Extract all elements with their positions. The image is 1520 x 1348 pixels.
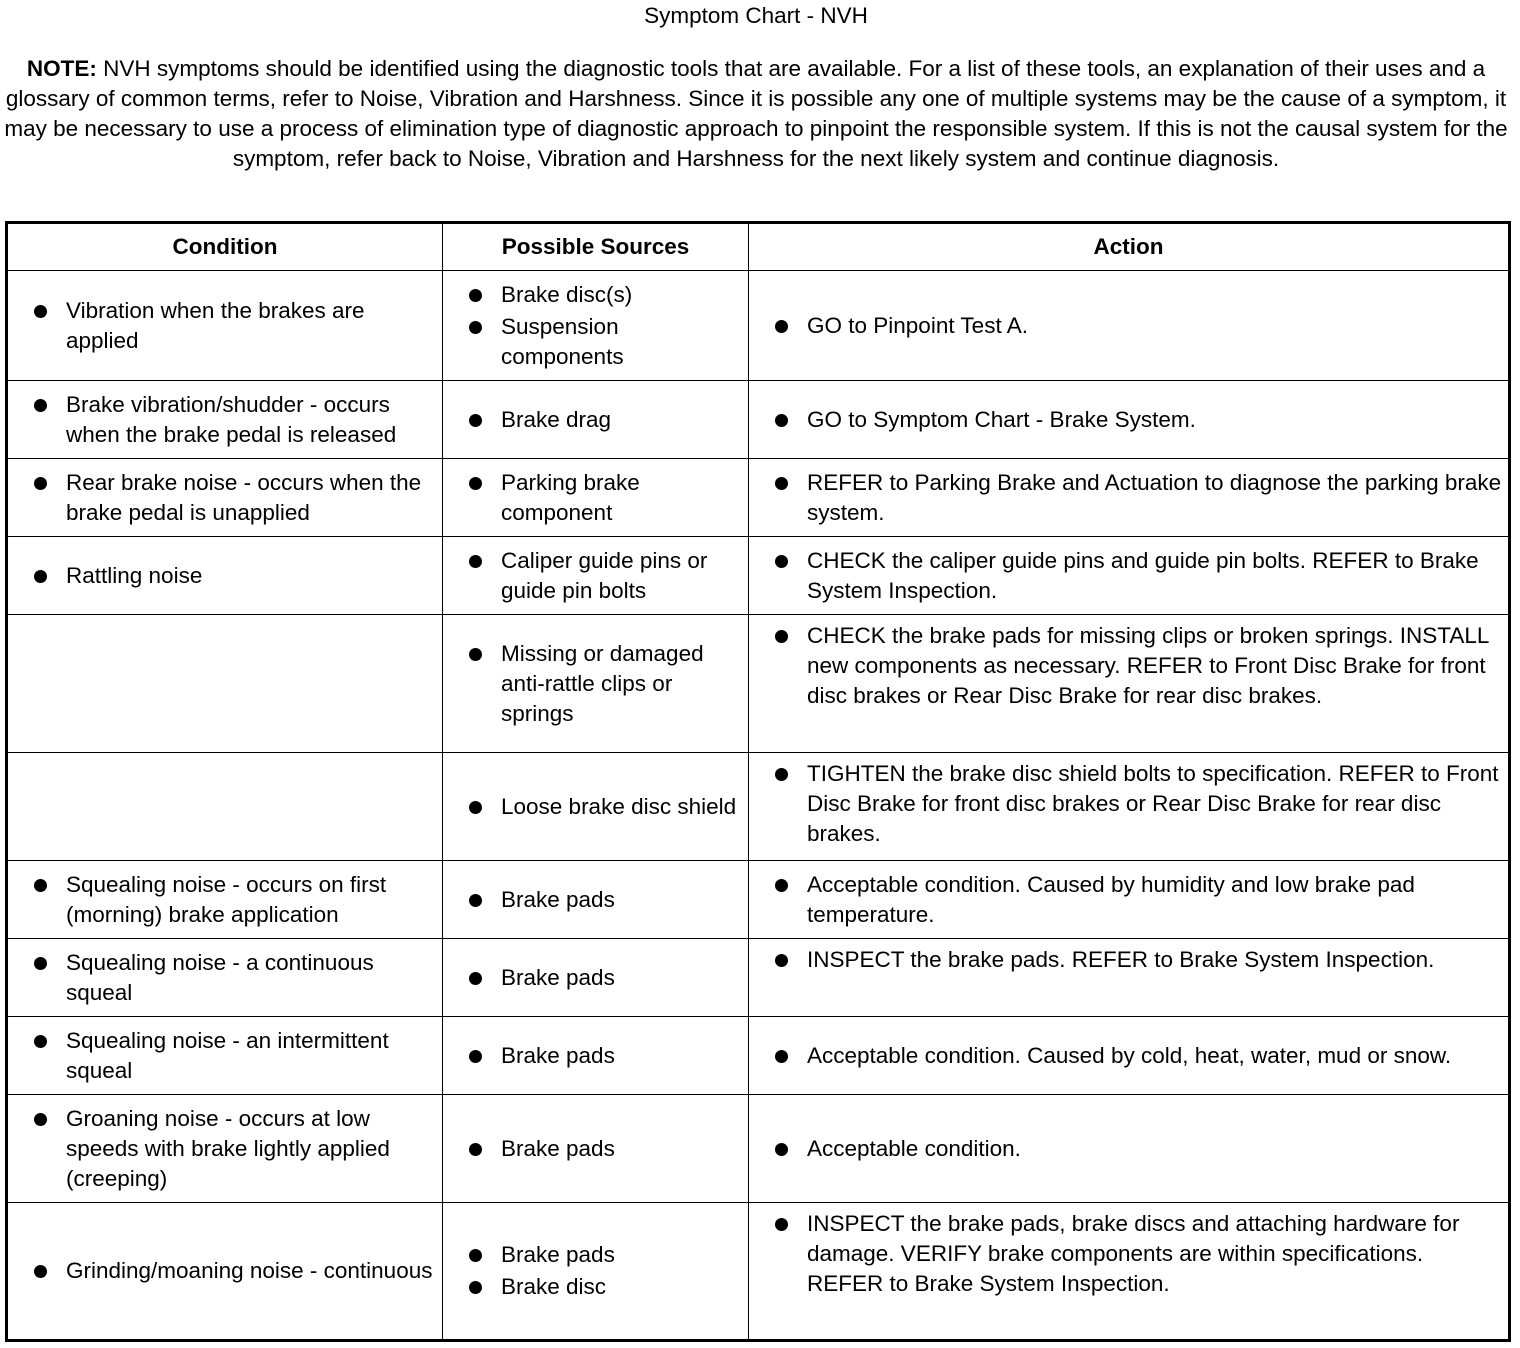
condition-list (26, 948, 438, 1008)
action-list (767, 1041, 1504, 1071)
table-row (7, 381, 1510, 459)
source-list (461, 1041, 744, 1071)
source-list (461, 280, 744, 372)
source-cell (443, 1095, 749, 1203)
condition-item: Squealing noise - a continuous squeal (26, 948, 438, 1008)
action-cell (749, 939, 1510, 1017)
condition-cell (7, 1203, 443, 1341)
condition-item: Groaning noise - occurs at low speeds with brake lightly applied (creeping) (26, 1104, 438, 1194)
action-item: CHECK the caliper guide pins and guide pin bolts. REFER to Brake System Inspection. (767, 546, 1504, 606)
condition-cell (7, 939, 443, 1017)
condition-list (26, 1026, 438, 1086)
header-condition: Condition (7, 223, 443, 271)
source-list (461, 885, 744, 915)
note-label: NOTE: (26, 56, 97, 81)
condition-item: Squealing noise - occurs on first (morning) brake application (26, 870, 438, 930)
condition-cell (7, 459, 443, 537)
condition-cell (7, 615, 443, 753)
source-item: Brake disc (461, 1272, 744, 1302)
condition-list (26, 296, 438, 356)
action-list (767, 1209, 1504, 1299)
header-action: Action (749, 223, 1510, 271)
source-list (461, 963, 744, 993)
source-item: Brake disc(s) (461, 280, 744, 310)
table-row (7, 753, 1510, 861)
table-row (7, 1017, 1510, 1095)
action-item: GO to Pinpoint Test A. (767, 311, 1504, 341)
action-list (767, 1134, 1504, 1164)
source-item: Suspension components (461, 312, 744, 372)
action-cell (749, 271, 1510, 381)
source-item: Brake pads (461, 1134, 744, 1164)
source-cell (443, 939, 749, 1017)
note-paragraph (4, 54, 1508, 174)
header-possible-sources: Possible Sources (443, 223, 749, 271)
source-cell (443, 615, 749, 753)
source-cell (443, 1203, 749, 1341)
condition-list (26, 390, 438, 450)
source-item: Loose brake disc shield (461, 792, 744, 822)
condition-item: Grinding/moaning noise - continuous (26, 1256, 438, 1286)
action-cell (749, 615, 1510, 753)
action-item: REFER to Parking Brake and Actuation to diagnose the parking brake system. (767, 468, 1504, 528)
condition-cell (7, 271, 443, 381)
action-cell (749, 753, 1510, 861)
condition-item: Squealing noise - an intermittent squeal (26, 1026, 438, 1086)
source-list (461, 1240, 744, 1302)
action-cell (749, 381, 1510, 459)
condition-item: Vibration when the brakes are applied (26, 296, 438, 356)
action-cell (749, 861, 1510, 939)
source-cell (443, 537, 749, 615)
action-item: TIGHTEN the brake disc shield bolts to specification. REFER to Front Disc Brake for front disc brakes or Rear Disc Brake for rear disc brakes. (767, 759, 1504, 849)
action-cell (749, 1203, 1510, 1341)
table-body (7, 271, 1510, 1341)
source-item: Brake pads (461, 963, 744, 993)
source-list (461, 468, 744, 528)
table-row (7, 1095, 1510, 1203)
condition-item: Brake vibration/shudder - occurs when the brake pedal is released (26, 390, 438, 450)
source-cell (443, 271, 749, 381)
source-item: Brake pads (461, 1041, 744, 1071)
table-row (7, 459, 1510, 537)
action-item: Acceptable condition. (767, 1134, 1504, 1164)
action-list (767, 870, 1504, 930)
source-list (461, 639, 744, 729)
table-row (7, 939, 1510, 1017)
table-header-row (7, 223, 1510, 271)
condition-list (26, 1256, 438, 1286)
action-cell (749, 1095, 1510, 1203)
source-list (461, 546, 744, 606)
source-cell (443, 861, 749, 939)
action-list (767, 311, 1504, 341)
action-item: Acceptable condition. Caused by humidity and low brake pad temperature. (767, 870, 1504, 930)
source-cell (443, 381, 749, 459)
action-item: INSPECT the brake pads, brake discs and attaching hardware for damage. VERIFY brake components are within specifications. REFER to Brake System Inspection. (767, 1209, 1504, 1299)
source-item: Missing or damaged anti-rattle clips or springs (461, 639, 744, 729)
table-row (7, 1203, 1510, 1341)
source-item: Brake pads (461, 885, 744, 915)
action-cell (749, 537, 1510, 615)
source-item: Brake drag (461, 405, 744, 435)
table-row (7, 861, 1510, 939)
source-cell (443, 459, 749, 537)
condition-cell (7, 861, 443, 939)
action-list (767, 468, 1504, 528)
page-title: Symptom Chart - NVH (644, 3, 868, 28)
condition-cell (7, 753, 443, 861)
action-list (767, 945, 1504, 975)
condition-cell (7, 381, 443, 459)
action-cell (749, 1017, 1510, 1095)
action-list (767, 405, 1504, 435)
table-row (7, 271, 1510, 381)
source-item: Caliper guide pins or guide pin bolts (461, 546, 744, 606)
condition-list (26, 1104, 438, 1194)
action-item: Acceptable condition. Caused by cold, heat, water, mud or snow. (767, 1041, 1504, 1071)
symptom-table (5, 221, 1511, 1342)
condition-item: Rear brake noise - occurs when the brake pedal is unapplied (26, 468, 438, 528)
action-item: GO to Symptom Chart - Brake System. (767, 405, 1504, 435)
source-item: Parking brake component (461, 468, 744, 528)
source-list (461, 405, 744, 435)
action-cell (749, 459, 1510, 537)
source-item: Brake pads (461, 1240, 744, 1270)
source-cell (443, 753, 749, 861)
source-list (461, 792, 744, 822)
table-row (7, 615, 1510, 753)
source-list (461, 1134, 744, 1164)
action-item: INSPECT the brake pads. REFER to Brake System Inspection. (767, 945, 1504, 975)
action-list (767, 759, 1504, 849)
condition-list (26, 468, 438, 528)
table-row (7, 537, 1510, 615)
condition-cell (7, 537, 443, 615)
source-cell (443, 1017, 749, 1095)
condition-item: Rattling noise (26, 561, 438, 591)
condition-list (26, 561, 438, 591)
action-list (767, 546, 1504, 606)
condition-cell (7, 1017, 443, 1095)
note-text: NVH symptoms should be identified using the diagnostic tools that are available. For a list of these tools, an explanation of their uses and a glossary of common terms, refer to Noise, Vibration and Harshness. Since it is possible any one of multiple systems may be the cause of a symptom, it may be necessary to use a process of elimination type of diagnostic approach to pinpoint the responsible system. If this is not the causal system for the symptom, refer back to Noise, Vibration and Harshness for the next likely system and continue diagnosis. (4, 56, 1508, 171)
condition-cell (7, 1095, 443, 1203)
condition-list (26, 870, 438, 930)
action-list (767, 621, 1504, 711)
action-item: CHECK the brake pads for missing clips or broken springs. INSTALL new components as necessary. REFER to Front Disc Brake for front disc brakes or Rear Disc Brake for rear disc brakes. (767, 621, 1504, 711)
